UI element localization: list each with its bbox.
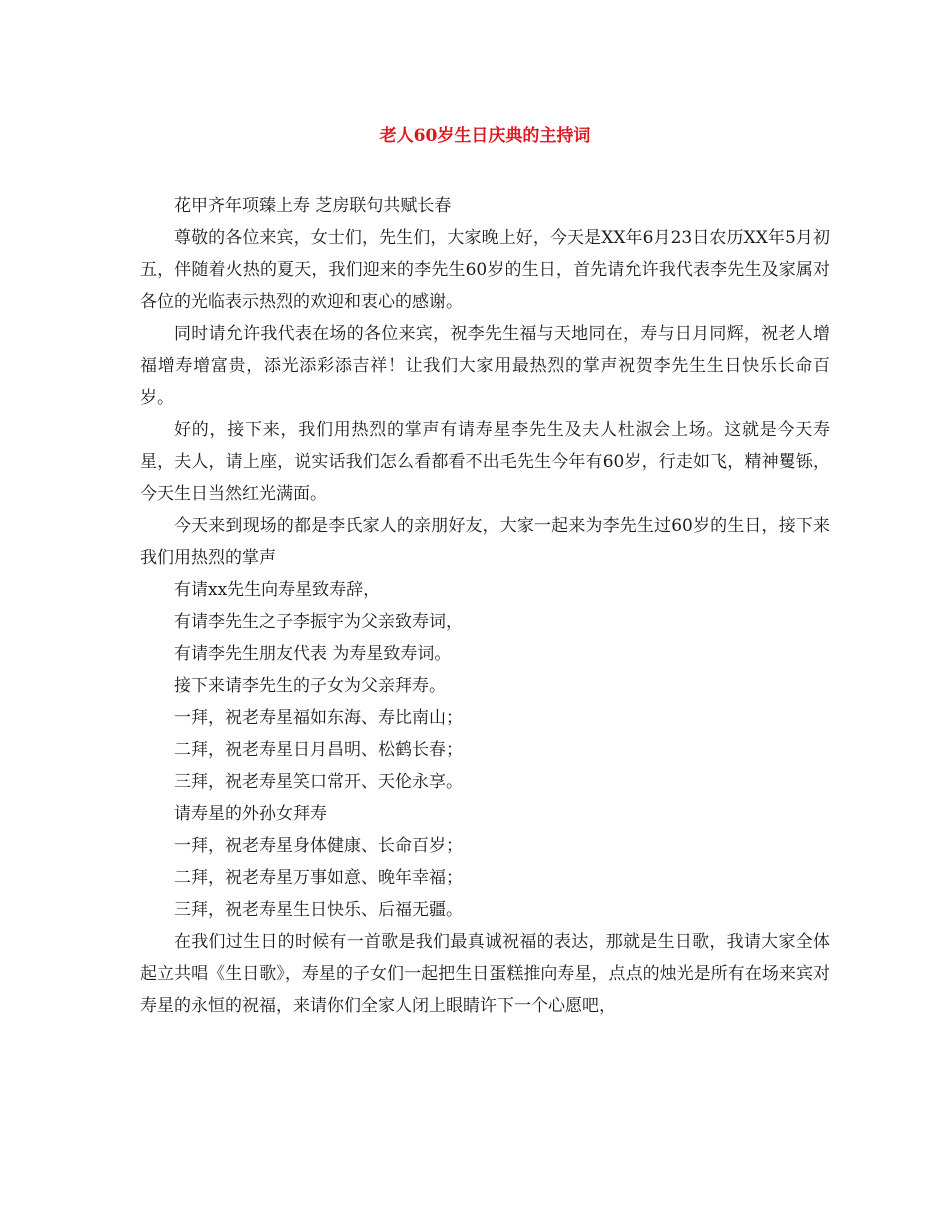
paragraph: 好的，接下来，我们用热烈的掌声有请寿星李先生及夫人杜淑会上场。这就是今天寿星，夫人，请上座，说实话我们怎么看都看不出毛先生今年有60岁，行走如飞，精神矍铄，今天生日当然红光满面。 <box>140 420 830 504</box>
paragraph: 同时请允许我代表在场的各位来宾，祝李先生福与天地同在，寿与日月同辉，祝老人增福增寿增富贵，添光添彩添吉祥！让我们大家用最热烈的掌声祝贺李先生生日快乐长命百岁。 <box>140 324 830 408</box>
document-body <box>140 190 830 1022</box>
paragraph: 三拜，祝老寿星笑口常开、天伦永享。 <box>174 772 463 792</box>
paragraph: 三拜，祝老寿星生日快乐、后福无疆。 <box>174 900 463 920</box>
paragraph: 有请李先生朋友代表 为寿星致寿词。 <box>174 644 452 664</box>
paragraph: 尊敬的各位来宾，女士们，先生们，大家晚上好，今天是XX年6月23日农历XX年5月初五，伴随着火热的夏天，我们迎来的李先生60岁的生日，首先请允许我代表李先生及家属对各位的光临表示热烈的欢迎和衷心的感谢。 <box>140 228 830 312</box>
paragraph: 一拜，祝老寿星福如东海、寿比南山； <box>174 708 463 728</box>
paragraph: 二拜，祝老寿星万事如意、晚年幸福； <box>174 868 463 888</box>
paragraph: 请寿星的外孙女拜寿 <box>174 804 327 824</box>
paragraph: 有请xx先生向寿星致寿辞， <box>174 580 381 600</box>
paragraph: 今天来到现场的都是李氏家人的亲朋好友，大家一起来为李先生过60岁的生日，接下来我们用热烈的掌声 <box>140 516 830 568</box>
paragraph: 接下来请李先生的子女为父亲拜寿。 <box>174 676 446 696</box>
paragraph: 一拜，祝老寿星身体健康、长命百岁； <box>174 836 463 856</box>
paragraph: 在我们过生日的时候有一首歌是我们最真诚祝福的表达，那就是生日歌，我请大家全体起立共唱《生日歌》，寿星的子女们一起把生日蛋糕推向寿星，点点的烛光是所有在场来宾对寿星的永恒的祝福，来请你们全家人闭上眼睛许下一个心愿吧， <box>140 932 830 1016</box>
paragraph: 二拜，祝老寿星日月昌明、松鹤长春； <box>174 740 463 760</box>
paragraph: 有请李先生之子李振宇为父亲致寿词， <box>174 612 463 632</box>
paragraph: 花甲齐年项臻上寿 芝房联句共赋长春 <box>174 196 452 216</box>
document-title: 老人60岁生日庆典的主持词 <box>379 126 591 146</box>
